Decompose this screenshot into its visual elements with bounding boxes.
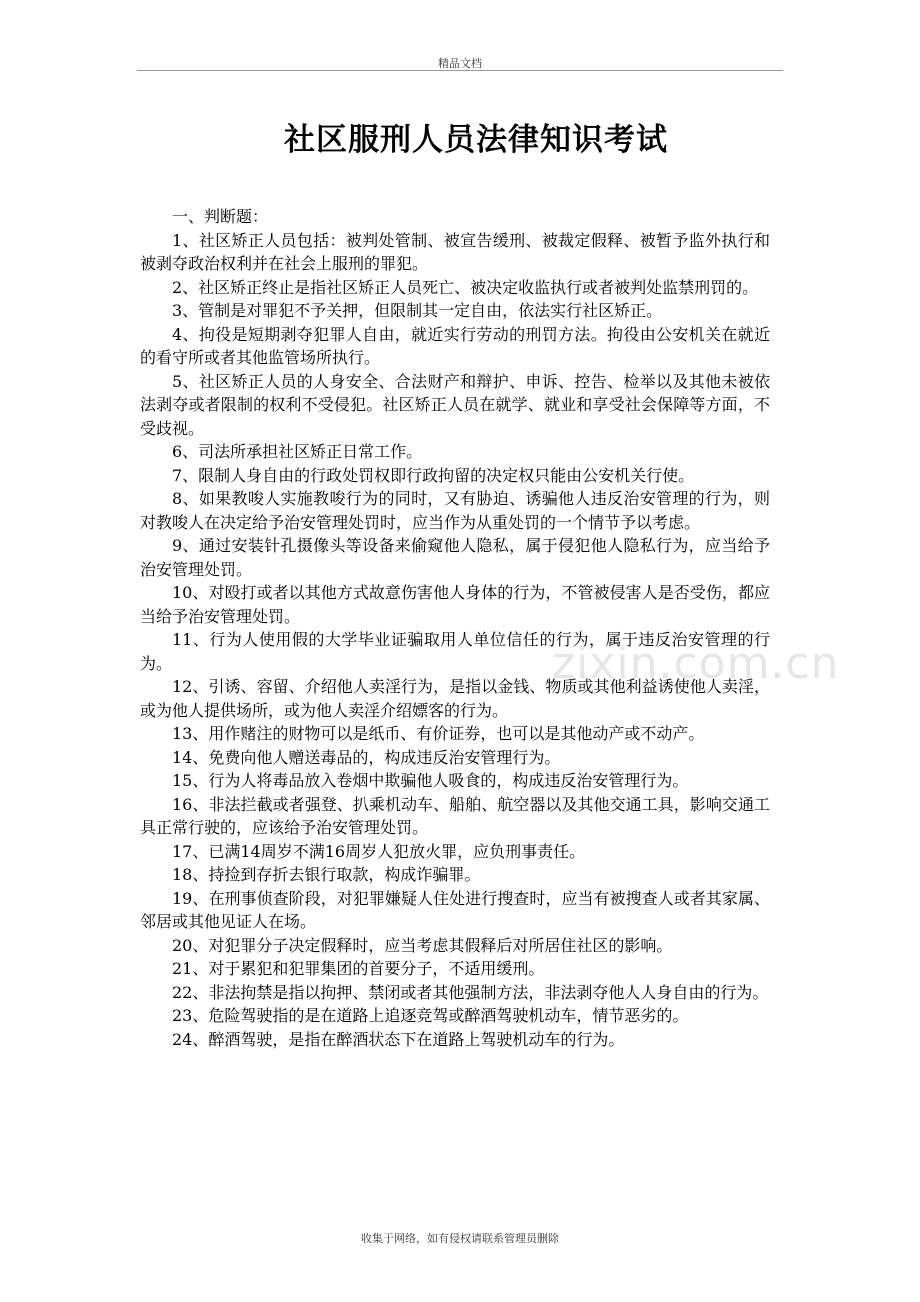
document-title: 社区服刑人员法律知识考试 xyxy=(284,122,668,158)
watermark: zixin.com.cn xyxy=(552,638,840,689)
question-item: 12、引诱、容留、介绍他人卖淫行为，是指以金钱、物质或其他利益诱使他人卖淫，或为他人提供场所，或为他人卖淫介绍嫖客的行为。 xyxy=(140,677,770,720)
question-item: 3、管制是对罪犯不予关押，但限制其一定自由，依法实行社区矫正。 xyxy=(172,301,663,320)
question-item: 16、非法拦截或者强登、扒乘机动车、船舶、航空器以及其他交通工具，影响交通工具正常行驶的，应该给予治安管理处罚。 xyxy=(140,794,770,837)
document-body xyxy=(140,205,770,1051)
question-item: 4、拘役是短期剥夺犯罪人自由，就近实行劳动的刑罚方法。拘役由公安机关在就近的看守所或者其他监管场所执行。 xyxy=(140,324,770,367)
question-item: 2、社区矫正终止是指社区矫正人员死亡、被决定收监执行或者被判处监禁刑罚的。 xyxy=(172,277,759,297)
question-item: 15、行为人将毒品放入卷烟中欺骗他人吸食的，构成违反治安管理行为。 xyxy=(172,771,689,790)
page-footer: 收集于网络，如有侵权请联系管理员删除 xyxy=(361,1232,559,1245)
question-item: 10、对殴打或者以其他方式故意伤害他人身体的行为，不管被侵害人是否受伤，都应当给予治安管理处罚。 xyxy=(140,583,770,626)
question-item: 11、行为人使用假的大学毕业证骗取用人单位信任的行为，属于违反治安管理的行为。 xyxy=(140,630,770,673)
header-divider xyxy=(137,70,783,71)
question-item: 17、已满14周岁不满16周岁人犯放火罪，应负刑事责任。 xyxy=(172,841,586,861)
question-item: 18、持捡到存折去银行取款，构成诈骗罪。 xyxy=(172,865,481,884)
question-item: 7、限制人身自由的行政处罚权即行政拘留的决定权只能由公安机关行使。 xyxy=(172,465,695,485)
question-item: 5、社区矫正人员的人身安全、合法财产和辩护、申诉、控告、检举以及其他未被依法剥夺或者限制的权利不受侵犯。社区矫正人员在就学、就业和享受社会保障等方面，不受歧视。 xyxy=(140,371,770,438)
question-item: 9、通过安装针孔摄像头等设备来偷窥他人隐私，属于侵犯他人隐私行为，应当给予治安管理处罚。 xyxy=(140,536,770,579)
question-item: 19、在刑事侦查阶段，对犯罪嫌疑人住处进行搜查时，应当有被搜查人或者其家属、邻居或其他见证人在场。 xyxy=(140,888,770,931)
page-header: 精品文档 xyxy=(438,57,482,70)
question-item: 6、司法所承担社区矫正日常工作。 xyxy=(172,442,423,461)
question-item: 20、对犯罪分子决定假释时，应当考虑其假释后对所居住社区的影响。 xyxy=(172,935,673,955)
question-item: 24、醉酒驾驶，是指在醉酒状态下在道路上驾驶机动车的行为。 xyxy=(172,1029,625,1049)
question-item: 1、社区矫正人员包括：被判处管制、被宣告缓刑、被裁定假释、被暂予监外执行和被剥夺政治权利并在社会上服刑的罪犯。 xyxy=(140,230,770,273)
question-item: 21、对于累犯和犯罪集团的首要分子，不适用缓刑。 xyxy=(172,959,545,978)
question-item: 14、免费向他人赠送毒品的，构成违反治安管理行为。 xyxy=(172,747,561,767)
section-heading: 一、判断题： xyxy=(172,207,269,226)
question-item: 8、如果教唆人实施教唆行为的同时，又有胁迫、诱骗他人违反治安管理的行为，则对教唆人在决定给予治安管理处罚时，应当作为从重处罚的一个情节予以考虑。 xyxy=(140,489,770,532)
question-item: 22、非法拘禁是指以拘押、禁闭或者其他强制方法，非法剥夺他人人身自由的行为。 xyxy=(172,982,769,1002)
question-item: 23、危险驾驶指的是在道路上追逐竞驾或醉酒驾驶机动车，情节恶劣的。 xyxy=(172,1006,689,1025)
question-item: 13、用作赌注的财物可以是纸币、有价证券，也可以是其他动产或不动产。 xyxy=(172,724,705,743)
